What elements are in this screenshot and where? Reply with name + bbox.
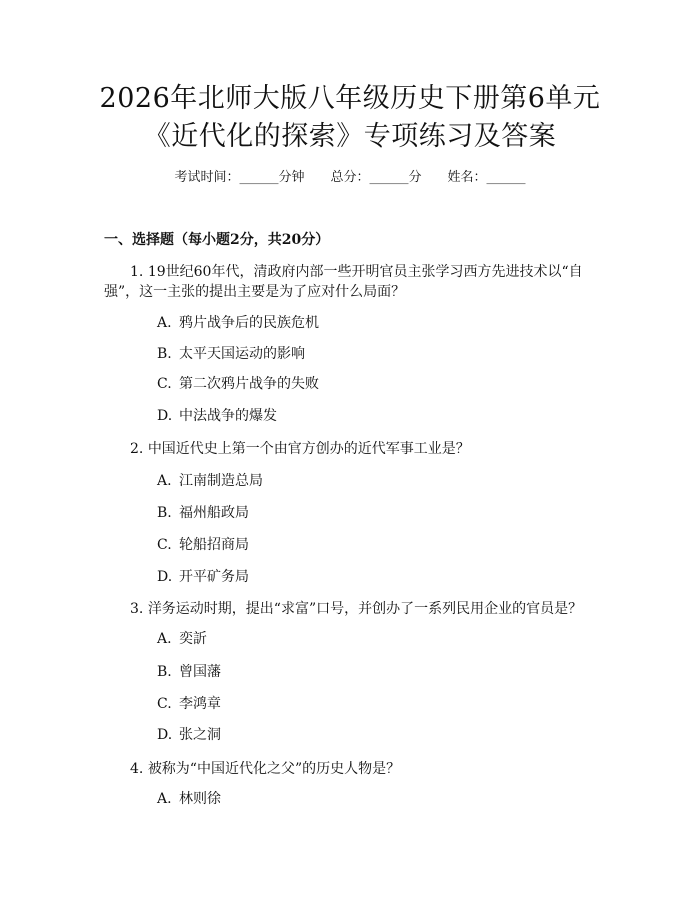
question-3-option-b	[157, 661, 221, 683]
option-letter: A.	[157, 631, 172, 647]
question-2-option-b	[157, 502, 249, 524]
question-number: 4.	[130, 761, 144, 777]
question-1-option-c	[157, 373, 319, 395]
option-text: 福州船政局	[179, 505, 249, 521]
option-text: 鸦片战争后的民族危机	[179, 315, 319, 331]
question-4	[130, 755, 400, 783]
option-text: 曾国藩	[179, 664, 221, 680]
section-heading-choice: 一、选择题（每小题2分，共20分）	[104, 232, 330, 248]
question-number: 2.	[130, 441, 144, 457]
option-letter: A.	[157, 315, 172, 331]
question-number: 1.	[130, 264, 144, 280]
option-letter: C.	[157, 376, 172, 392]
option-text: 林则徐	[179, 791, 221, 807]
total-score-field: 总分：______分	[330, 170, 422, 185]
option-letter: B.	[157, 346, 172, 362]
option-text: 江南制造总局	[179, 473, 263, 489]
option-text: 李鸿章	[179, 696, 221, 712]
option-text: 轮船招商局	[179, 537, 249, 553]
option-text: 中法战争的爆发	[179, 408, 277, 424]
question-2-option-d	[157, 566, 249, 588]
question-1-line-2	[104, 278, 405, 306]
name-field: 姓名：______	[447, 170, 526, 185]
document-title-line-1: 2026年北师大版八年级历史下册第6单元	[99, 83, 601, 114]
question-3-option-d	[157, 724, 221, 746]
option-letter: A.	[157, 473, 172, 489]
question-text: 强”，这一主张的提出主要是为了应对什么局面？	[104, 284, 406, 300]
question-1-option-d	[157, 405, 277, 427]
question-text: 被称为“中国近代化之父”的历史人物是？	[147, 761, 401, 777]
option-letter: D.	[157, 408, 173, 424]
option-text: 太平天国运动的影响	[179, 346, 305, 362]
option-text: 奕訢	[179, 631, 207, 647]
option-letter: B.	[157, 664, 172, 680]
question-text: 洋务运动时期，提出“求富”口号，并创办了一系列民用企业的官员是？	[147, 601, 583, 617]
question-3	[130, 595, 582, 623]
question-text: 中国近代史上第一个由官方创办的近代军事工业是？	[147, 441, 470, 457]
option-text: 开平矿务局	[179, 569, 249, 585]
question-1-option-b	[157, 343, 305, 365]
question-2	[130, 435, 470, 463]
question-3-option-c	[157, 693, 221, 715]
question-text: 19世纪60年代，清政府内部一些开明官员主张学习西方先进技术以“自	[147, 264, 583, 280]
question-1-option-a	[157, 312, 319, 334]
option-text: 第二次鸦片战争的失败	[179, 376, 319, 392]
option-letter: D.	[157, 727, 173, 743]
document-title-line-2: 《近代化的探索》专项练习及答案	[143, 121, 557, 152]
option-letter: D.	[157, 569, 173, 585]
option-letter: C.	[157, 537, 172, 553]
question-3-option-a	[157, 628, 207, 650]
exam-info-bar	[0, 168, 700, 188]
option-letter: A.	[157, 791, 172, 807]
option-letter: C.	[157, 696, 172, 712]
option-text: 张之洞	[179, 727, 221, 743]
question-4-option-a	[157, 788, 221, 810]
option-letter: B.	[157, 505, 172, 521]
question-2-option-c	[157, 534, 249, 556]
question-number: 3.	[130, 601, 144, 617]
exam-time-field: 考试时间：______分钟	[174, 170, 305, 185]
question-2-option-a	[157, 470, 263, 492]
